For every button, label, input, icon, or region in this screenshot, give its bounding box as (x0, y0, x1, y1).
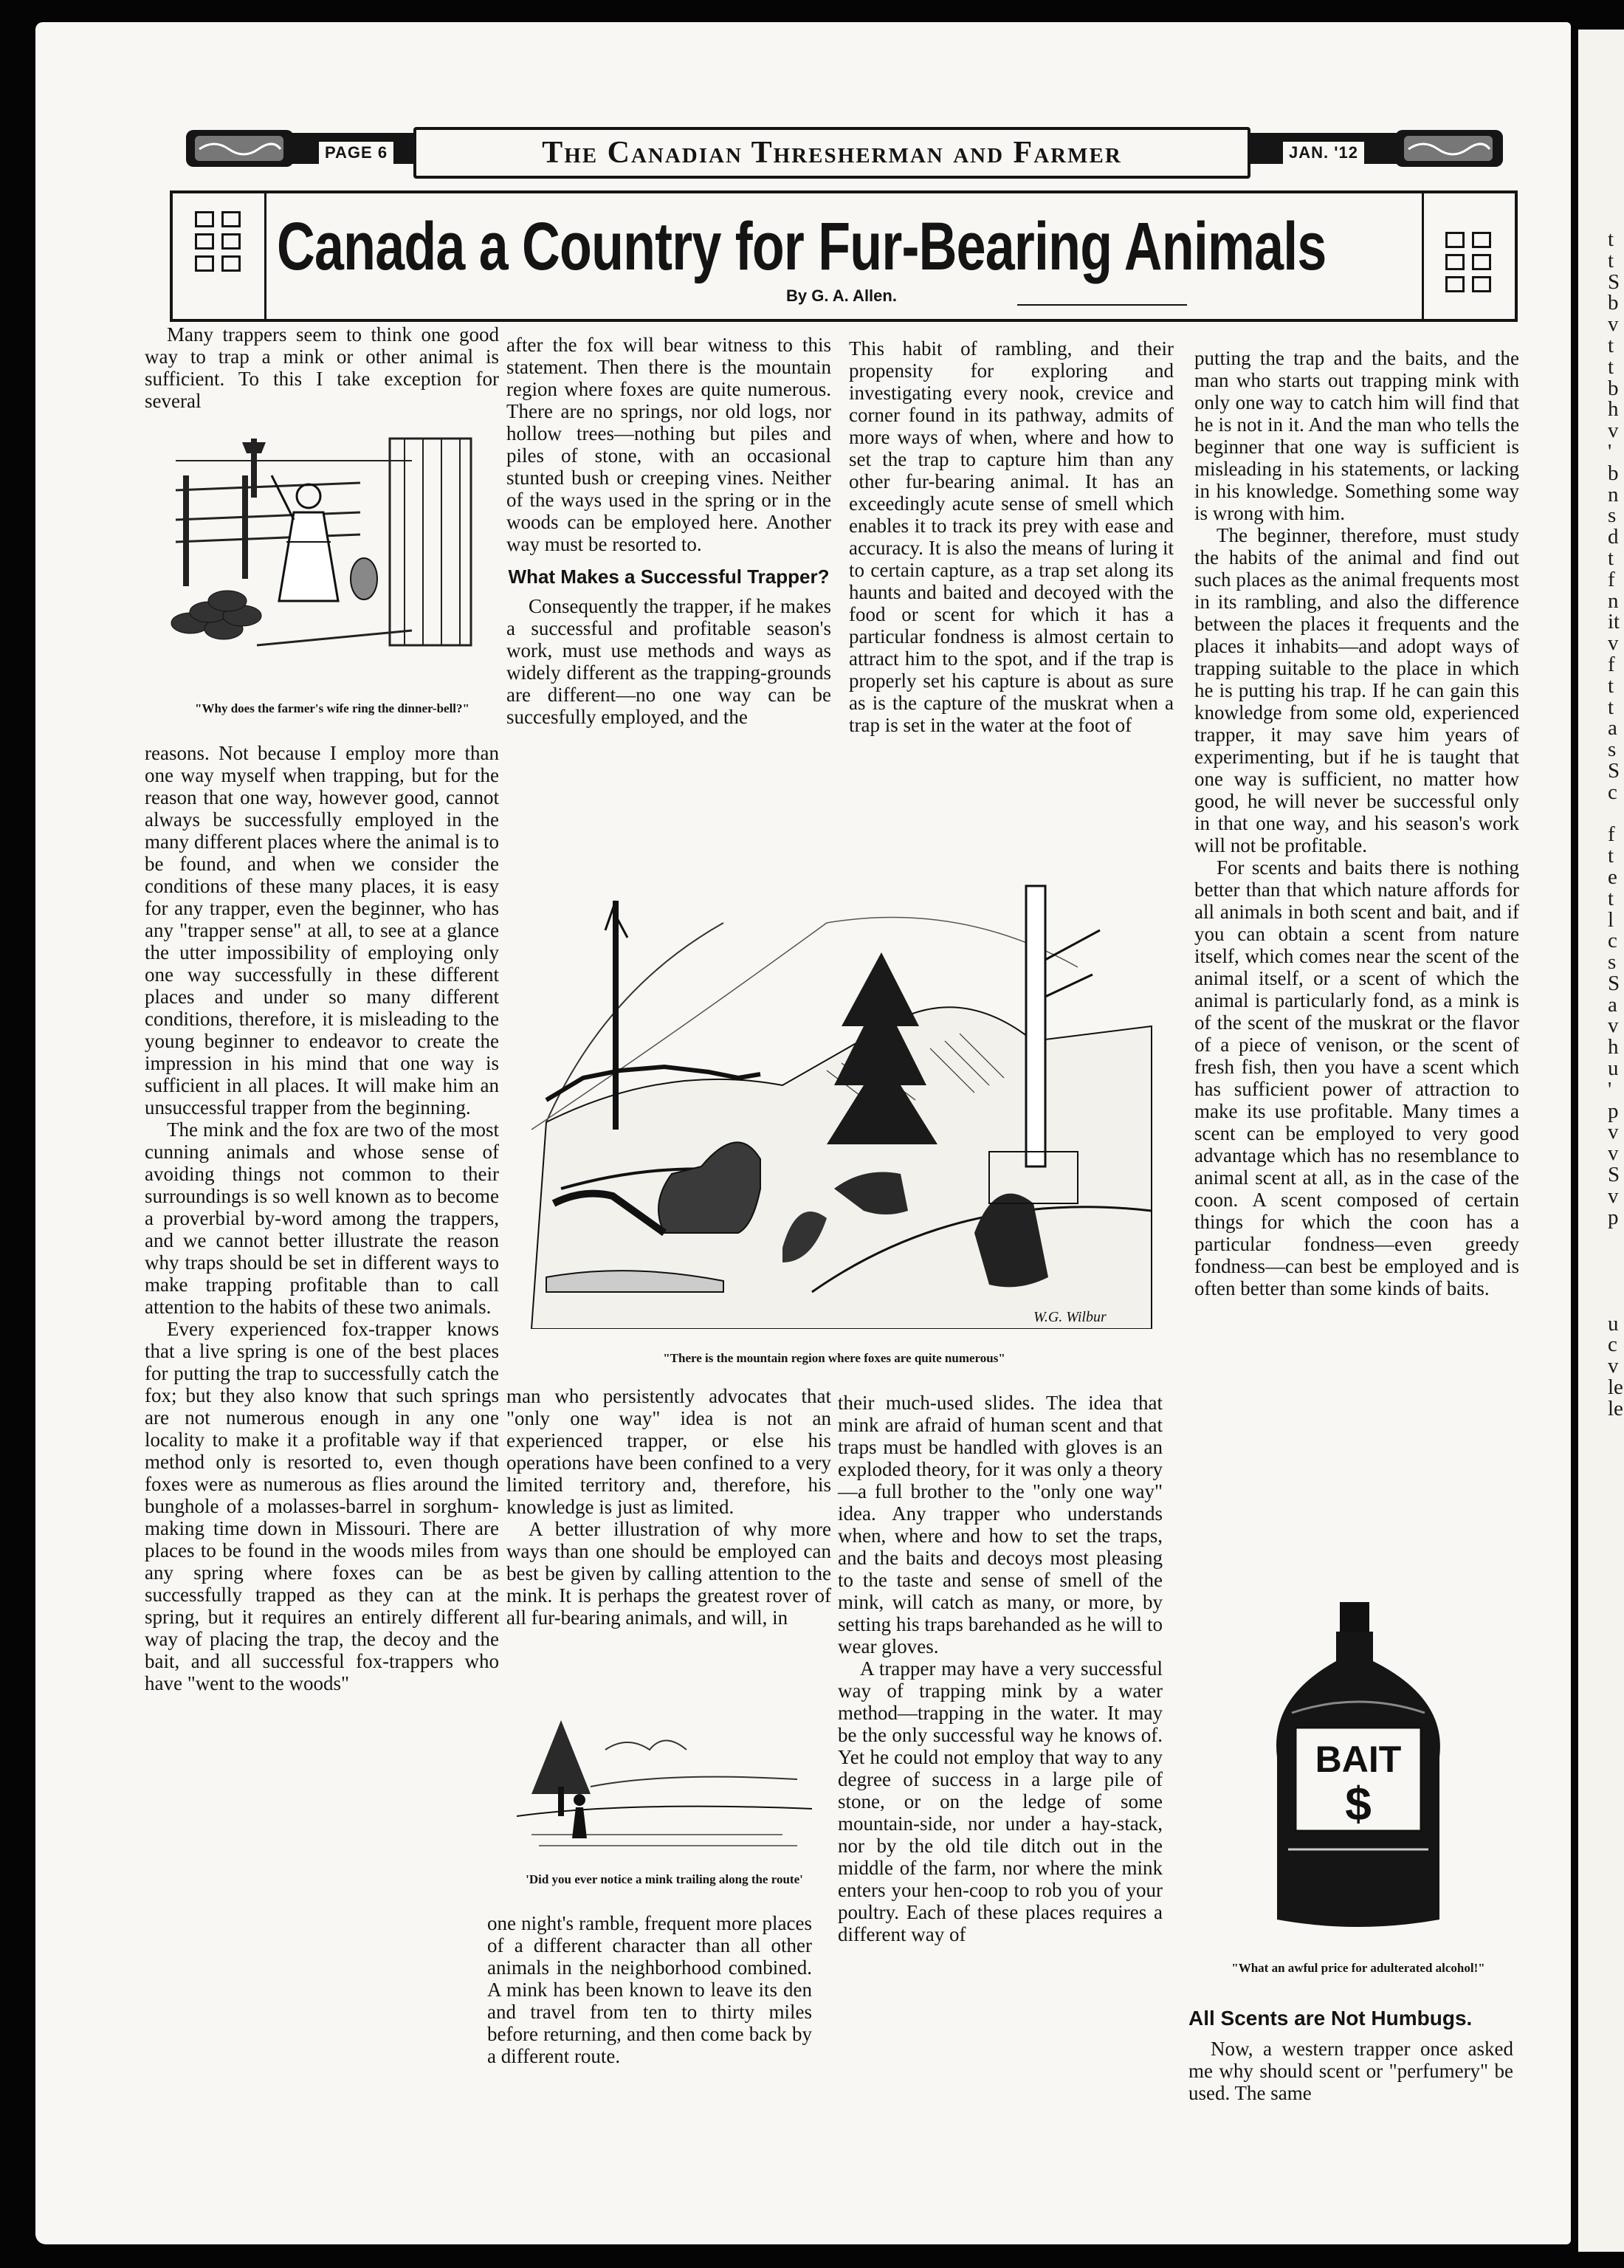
paragraph: Now, a western trapper once asked me why should scent or "perfumery" be used. The same (1188, 2038, 1513, 2104)
column-3-top (849, 337, 1174, 736)
paragraph: their much-used slides. The idea that mink are afraid of human scent and that traps must be handled with gloves is an exploded theory, for it was only a theory—a full brother to the "only one way" idea. Any trapper who understands when, where and how to set the traps, and the baits and decoys most pleasing to the taste and sense of smell of the mink, will catch as many, or more, by setting his traps barehanded as he will to wear gloves. (838, 1392, 1163, 1657)
bait-bottle-illustration (1255, 1595, 1462, 1934)
column-4 (1194, 347, 1519, 1299)
adjacent-page-edge (1578, 30, 1624, 2252)
byline-rule (1017, 304, 1187, 306)
page-number: PAGE 6 (319, 142, 393, 164)
byline: By G. A. Allen. (786, 286, 897, 305)
artist-signature: W.G. Wilbur (1033, 1309, 1107, 1325)
mountain-caption: "There is the mountain region where foxes are quite numerous" (663, 1351, 1005, 1365)
mink-route-illustration (517, 1705, 812, 1868)
column-1-top (145, 323, 499, 412)
bottle-label-text: BAIT (1315, 1739, 1402, 1780)
heading-scents: All Scents are Not Humbugs. (1188, 2007, 1473, 2030)
mink-route-caption: 'Did you ever notice a mink trailing along the route' (526, 1872, 803, 1886)
paragraph: Every experienced fox-trapper knows that a live spring is one of the best places for putting the trap to successfully catch the fox; but they also know that such springs are not numerous enough in any one locality to make it a profitable way if that method only is resorted to, even though foxes were as numerous as flies around the bunghole of a molasses-barrel in sorghum-making time down in Missouri. There are places to be found in the woods miles from any spring where foxes can be as successfully trapped as they can at the spring, but it requires an entirely different way of placing the trap, the decoy and the bait, and all successful fox-trappers who have "went to the woods" (145, 1318, 499, 1694)
title-divider-right (1422, 193, 1424, 319)
column-2-final (487, 1912, 812, 2067)
paragraph: A trapper may have a very successful way of trapping mink by a water method—trapping in the water. It may be the only successful way he knows of. Yet he could not employ that way to any degree of success in a large pile of stone, or on the ledge of some mountain-side, nor under a hay-stack, nor by the old tile ditch out in the middle of the farm, nor where the mink enters your hen-coop to rob you of your poultry. Each of these places requires a different way of (838, 1657, 1163, 1945)
article-title: Canada a Country for Fur-Bearing Animals (277, 209, 1327, 284)
paragraph: after the fox will bear witness to this statement. Then there is the mountain region where foxes are quite numerous. There are no springs, nor old logs, nor hollow trees—nothing but piles and piles of stone, with an occasional stunted bush or creeping vines. Neither of the ways used in the spring or in the woods can be employed here. Another way must be resorted to. (506, 334, 831, 555)
issue-date: JAN. '12 (1283, 142, 1364, 164)
bait-bottle-caption: "What an awful price for adulterated alcohol!" (1231, 1961, 1485, 1975)
paragraph: Many trappers seem to think one good way to trap a mink or other animal is sufficient. To this I take exception for several (145, 323, 499, 412)
column-1-bottom (145, 742, 499, 1694)
paragraph: The beginner, therefore, must study the habits of the animal and find out such places as the animal frequents most in its rambling, and also the difference between the places it frequents and the places it inhabits—and adopt ways of trapping suitable to the place in which he is putting his trap. If he can gain this knowledge from some old, experienced trapper, it may save him years of experimenting, but if he is taught that one way is sufficient, no matter how good, he will never be successful only in that one way, and his season's work will not be profitable. (1194, 524, 1519, 856)
paragraph: This habit of rambling, and their propensity for exploring and investigating every nook, crevice and corner found in its pathway, admits of more ways of when, where and how to set the trap to capture him than any other fur-bearing animal. It has an exceedingly acute sense of smell which enables it to track its prey with ease and accuracy. It is also the means of luring it to certain capture, as a trap set along its haunts and baited and decoyed with the food or scent for which it has a particular fondness is almost certain to attract him to the spot, and if the trap is properly set his capture is about as sure as is the capture of the muskrat when a trap is set in the water at the foot of (849, 337, 1174, 736)
column-4-bottom (1188, 2038, 1513, 2104)
column-2-bottom (506, 1385, 831, 1629)
column-3-bottom (838, 1392, 1163, 1945)
paragraph: putting the trap and the baits, and the man who starts out trapping mink with only one way to catch him will find that he is not in it. And the man who tells the beginner that one way is sufficient is misleading in his statements, or lacking in his knowledge. Something some way is wrong with him. (1194, 347, 1519, 524)
paragraph: For scents and baits there is nothing better than that which nature affords for all animals in both scent and bait, and if you can obtain a scent from nature itself, which comes near the scent of the animal itself, or a scent of which the animal is particularly fond, as a mink is of the scent of the muskrat or the flavor of a piece of venison, or the scent of fresh fish, then you have a scent which has sufficient power of attraction to make its use profitable. Many times a scent can be employed to very good advantage which has no resemblance to animal scent at all, as in the case of the coon. A scent composed of certain things for which the coon has a particular fondness—even greedy fondness—can best be employed and is often better than some kinds of baits. (1194, 856, 1519, 1299)
paragraph: man who persistently advocates that "only one way" idea is not an experienced trapper, or else his operations have been confined to a very limited territory and, therefore, his knowledge is just as limited. (506, 1385, 831, 1518)
paragraph: A better illustration of why more ways than one should be employed can best be given by calling attention to the mink. It is perhaps the greatest rover of all fur-bearing animals, and will, in (506, 1518, 831, 1629)
paragraph: The mink and the fox are two of the most cunning animals and whose sense of avoiding things not common to their surroundings is so well known as to become a proverbial by-word among the trappers, and we cannot better illustrate the reason why traps should be set in different ways to make trapping profitable than to call attention to the habits of these two animals. (145, 1118, 499, 1318)
subheading-successful-trapper: What Makes a Successful Trapper? (508, 566, 830, 588)
paragraph: Consequently the trapper, if he makes a successful and profitable season's work, must use methods and ways as widely different as the trapping-grounds are different—no one way can be succesfully employed, and the (506, 595, 831, 728)
masthead-title: The Canadian Thresherman and Farmer (413, 127, 1250, 179)
column-2-top (506, 334, 831, 728)
title-divider-left (264, 193, 266, 319)
adjacent-page-letters: t t S b v t t b h v ' b n s d t f n it v f t t a s S c f t e t l c s S a v h u ' p v v S v p u c v le le (1608, 227, 1623, 1420)
mountain-foxes-illustration (517, 879, 1159, 1329)
paragraph: reasons. Not because I employ more than one way myself when trapping, but for the reason that one way, however good, cannot always be successfully employed in the many different places where the animal is to be found, and when we consider the conditions of these many places, it is easy for any trapper, even the beginner, who has any "trapper sense" at all, to see at a glance the utter impossibility of employing only one way successfully in these different places and under so many different conditions, therefore, it is misleading to the young beginner to endeavor to create the impression in his mind that one way is sufficient in all places. It will make him an unsuccessful trapper from the beginning. (145, 742, 499, 1118)
bottle-dollar-sign: $ (1345, 1777, 1372, 1830)
farmer-wife-caption: "Why does the farmer's wife ring the dinner-bell?" (195, 701, 469, 715)
header-ornament-left (185, 127, 295, 170)
farmer-wife-illustration (168, 431, 478, 697)
header-ornament-right (1394, 127, 1504, 170)
paragraph: one night's ramble, frequent more places of a different character than all other animals in the neighborhood combined. A mink has been known to leave its den and travel from ten to thirty miles before returning, and then come back by a different route. (487, 1912, 812, 2067)
